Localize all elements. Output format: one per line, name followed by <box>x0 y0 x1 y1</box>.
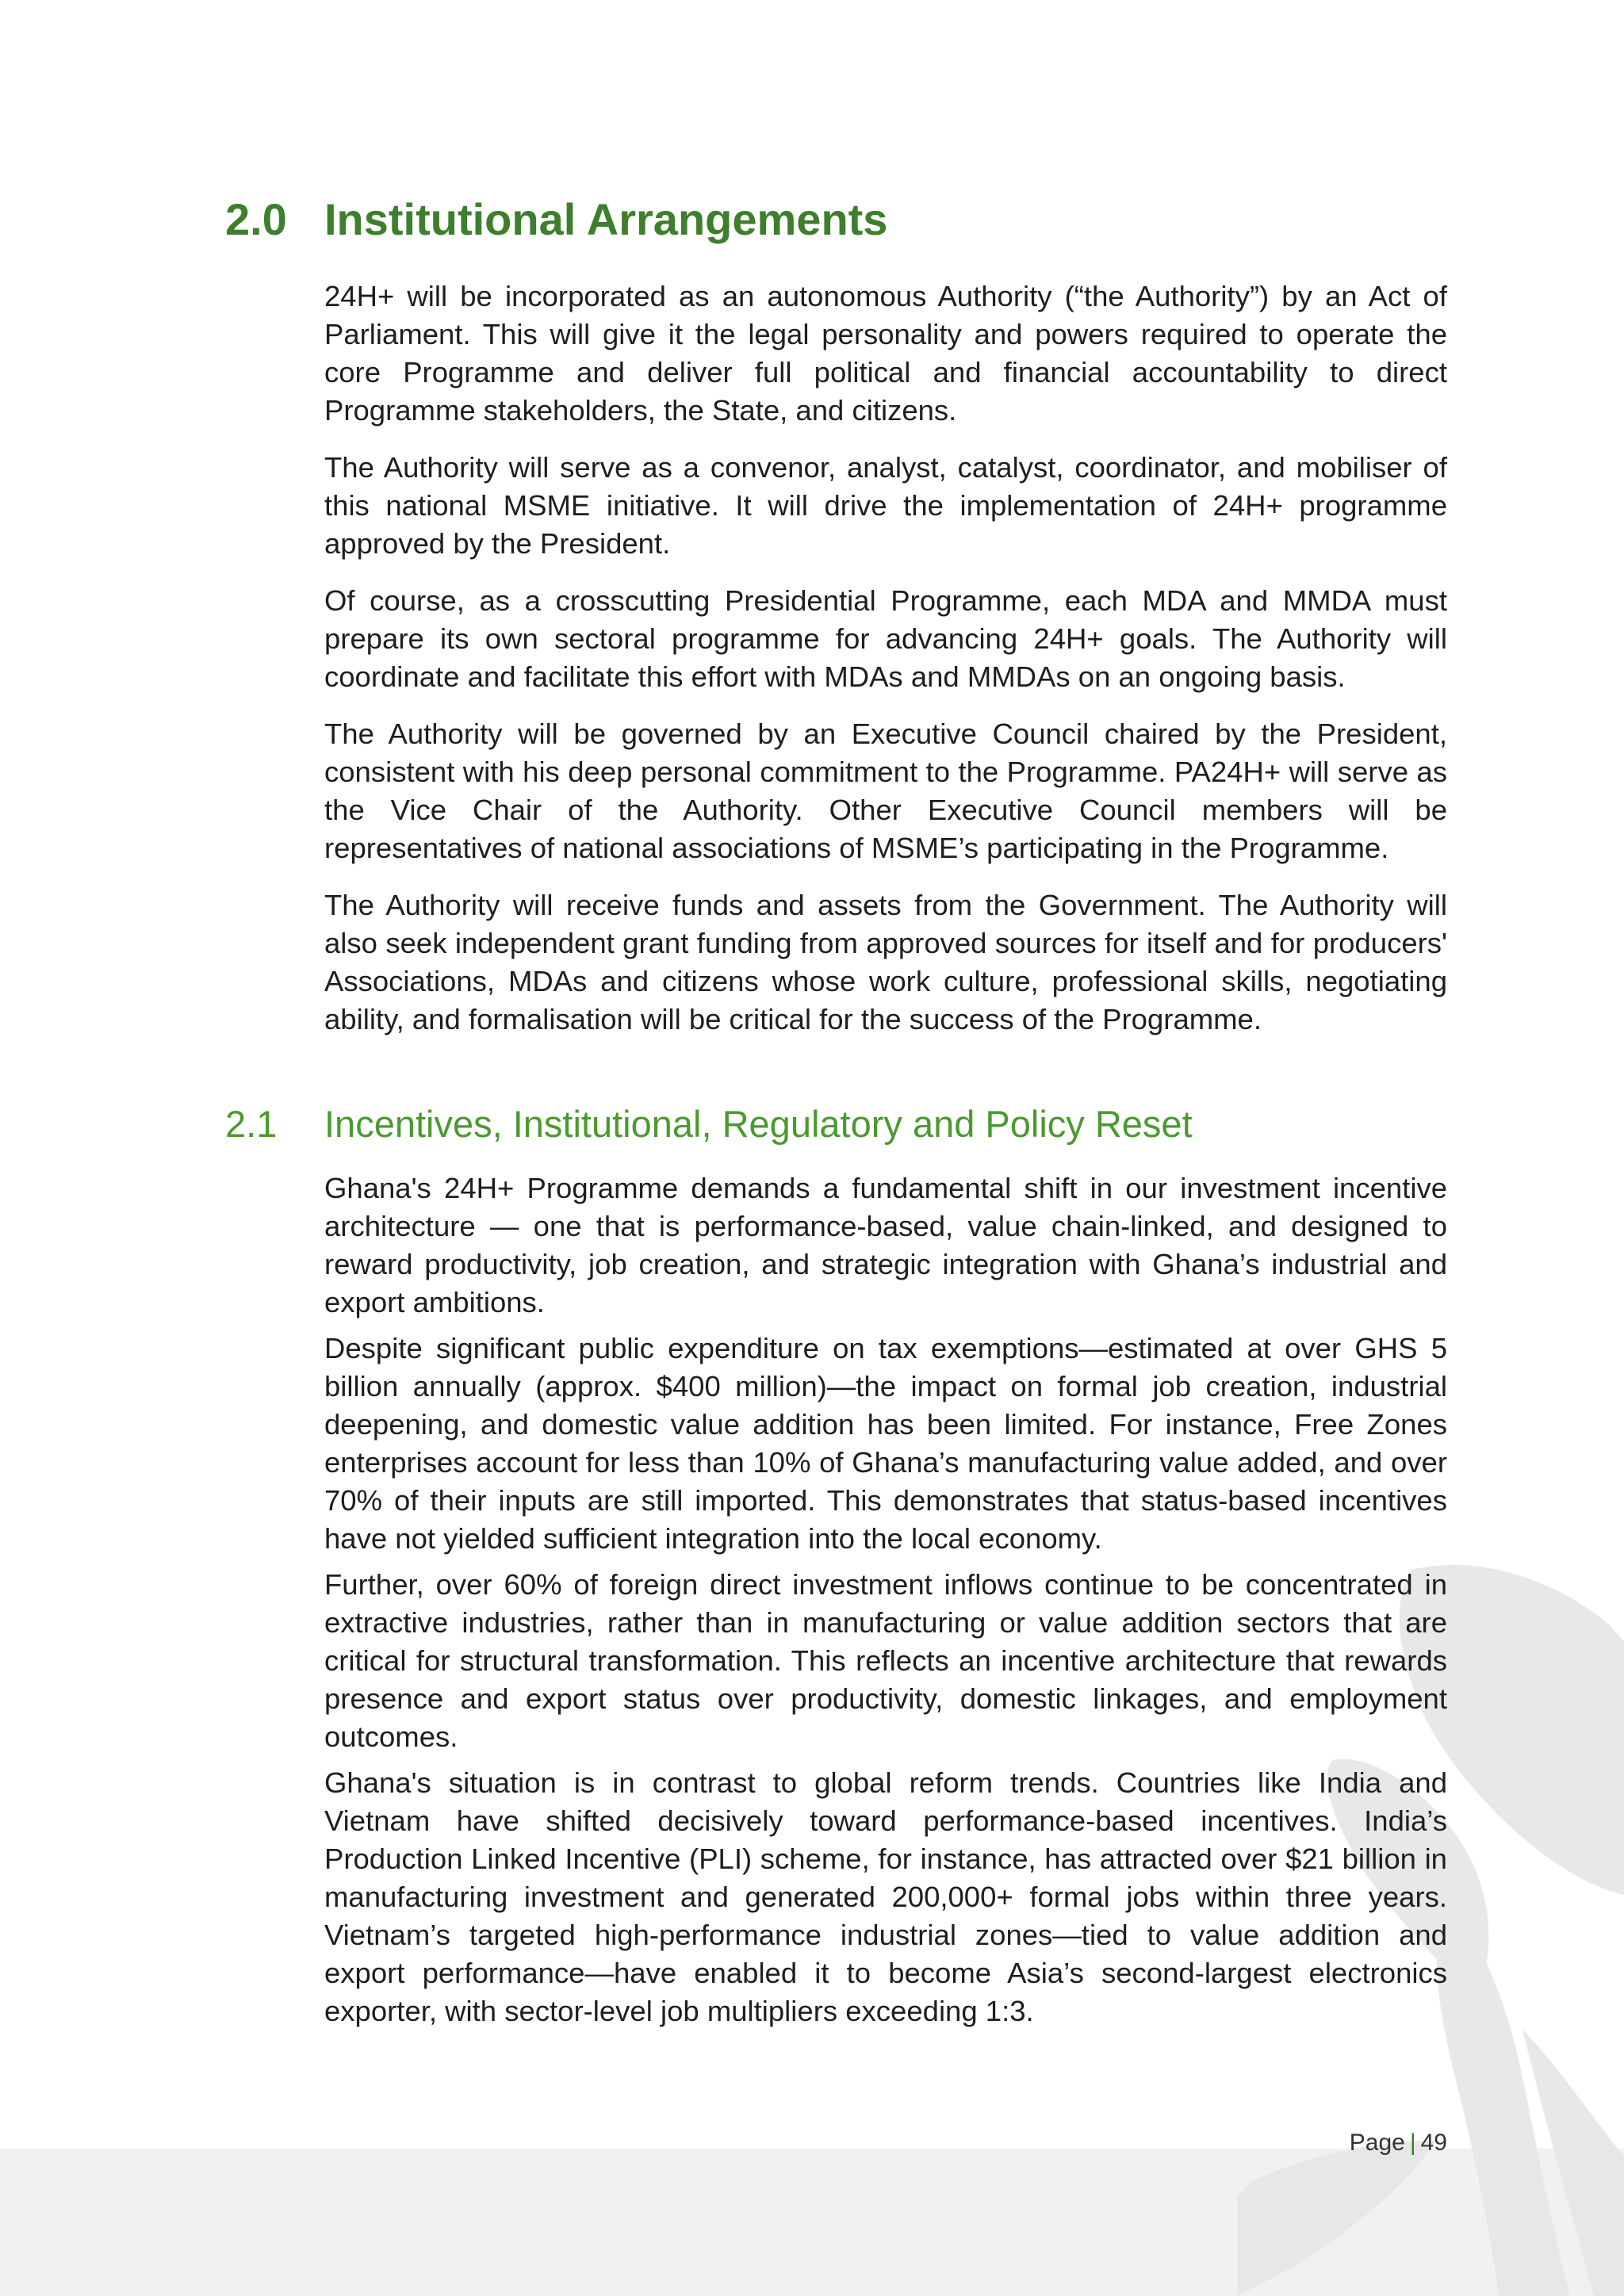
page-label: Page <box>1349 2130 1405 2156</box>
section-title: Institutional Arrangements <box>324 194 888 244</box>
subsection-heading <box>225 1102 1193 1146</box>
page-number <box>1350 2130 1447 2156</box>
paragraph: The Authority will be governed by an Executive Council chaired by the President, consistent with his deep personal commitment to the Programme. PA24H+ will serve as the Vice Chair of the Authority. Other Executive Council members will be representatives of national associations of MSME’s participating in the Programme. <box>324 718 1447 864</box>
paragraph: Ghana's 24H+ Programme demands a fundamental shift in our investment incentive architecture — one that is performance-based, value chain-linked, and designed to reward productivity, job creation, and strategic integration with Ghana’s industrial and export ambitions. <box>324 1172 1447 1318</box>
paragraph: The Authority will serve as a convenor, analyst, catalyst, coordinator, and mobiliser of this national MSME initiative. It will drive the implementation of 24H+ programme approved by the President. <box>324 451 1447 560</box>
subsection-number: 2.1 <box>225 1103 278 1145</box>
paragraph: Ghana's situation is in contrast to global reform trends. Countries like India and Vietnam have shifted decisively toward performance-based incentives. India’s Production Linked Incentive (PLI) scheme, for instance, has attracted over $21 billion in manufacturing investment and generated 200,000+ formal jobs within three years. Vietnam’s targeted high-performance industrial zones—tied to value addition and export performance—have enabled it to become Asia’s second-largest electronics exporter, with sector-level job multipliers exceeding 1:3. <box>324 1766 1447 2027</box>
section-heading <box>225 193 887 245</box>
paragraph: 24H+ will be incorporated as an autonomous Authority (“the Authority”) by an Act of Parliament. This will give it the legal personality and powers required to operate the core Programme and deliver full political and financial accountability to direct Programme stakeholders, the State, and citizens. <box>324 280 1447 427</box>
paragraph: Further, over 60% of foreign direct investment inflows continue to be concentrated in extractive industries, rather than in manufacturing or value addition sectors that are critical for structural transformation. This reflects an incentive architecture that rewards presence and export status over productivity, domestic linkages, and employment outcomes. <box>324 1568 1447 1753</box>
subsection-title: Incentives, Institutional, Regulatory and Policy Reset <box>324 1103 1193 1145</box>
paragraph: Despite significant public expenditure on tax exemptions—estimated at over GHS 5 billion annually (approx. $400 million)—the impact on formal job creation, industrial deepening, and domestic value addition has been limited. For instance, Free Zones enterprises account for less than 10% of Ghana’s manufacturing value added, and over 70% of their inputs are still imported. This demonstrates that status-based incentives have not yielded sufficient integration into the local economy. <box>324 1332 1447 1555</box>
page-number-value: 49 <box>1420 2130 1447 2156</box>
section-body <box>324 277 1447 1039</box>
paragraph: Of course, as a crosscutting Presidential Programme, each MDA and MMDA must prepare its own sectoral programme for advancing 24H+ goals. The Authority will coordinate and facilitate this effort with MDAs and MMDAs on an ongoing basis. <box>324 584 1447 693</box>
section-number: 2.0 <box>225 194 287 244</box>
page-separator: | <box>1409 2130 1416 2156</box>
paragraph: The Authority will receive funds and assets from the Government. The Authority will also seek independent grant funding from approved sources for itself and for producers' Associations, MDAs and citizens whose work culture, professional skills, negotiating ability, and formalisation will be critical for the success of the Programme. <box>324 889 1447 1035</box>
subsection-body <box>324 1169 1447 2030</box>
